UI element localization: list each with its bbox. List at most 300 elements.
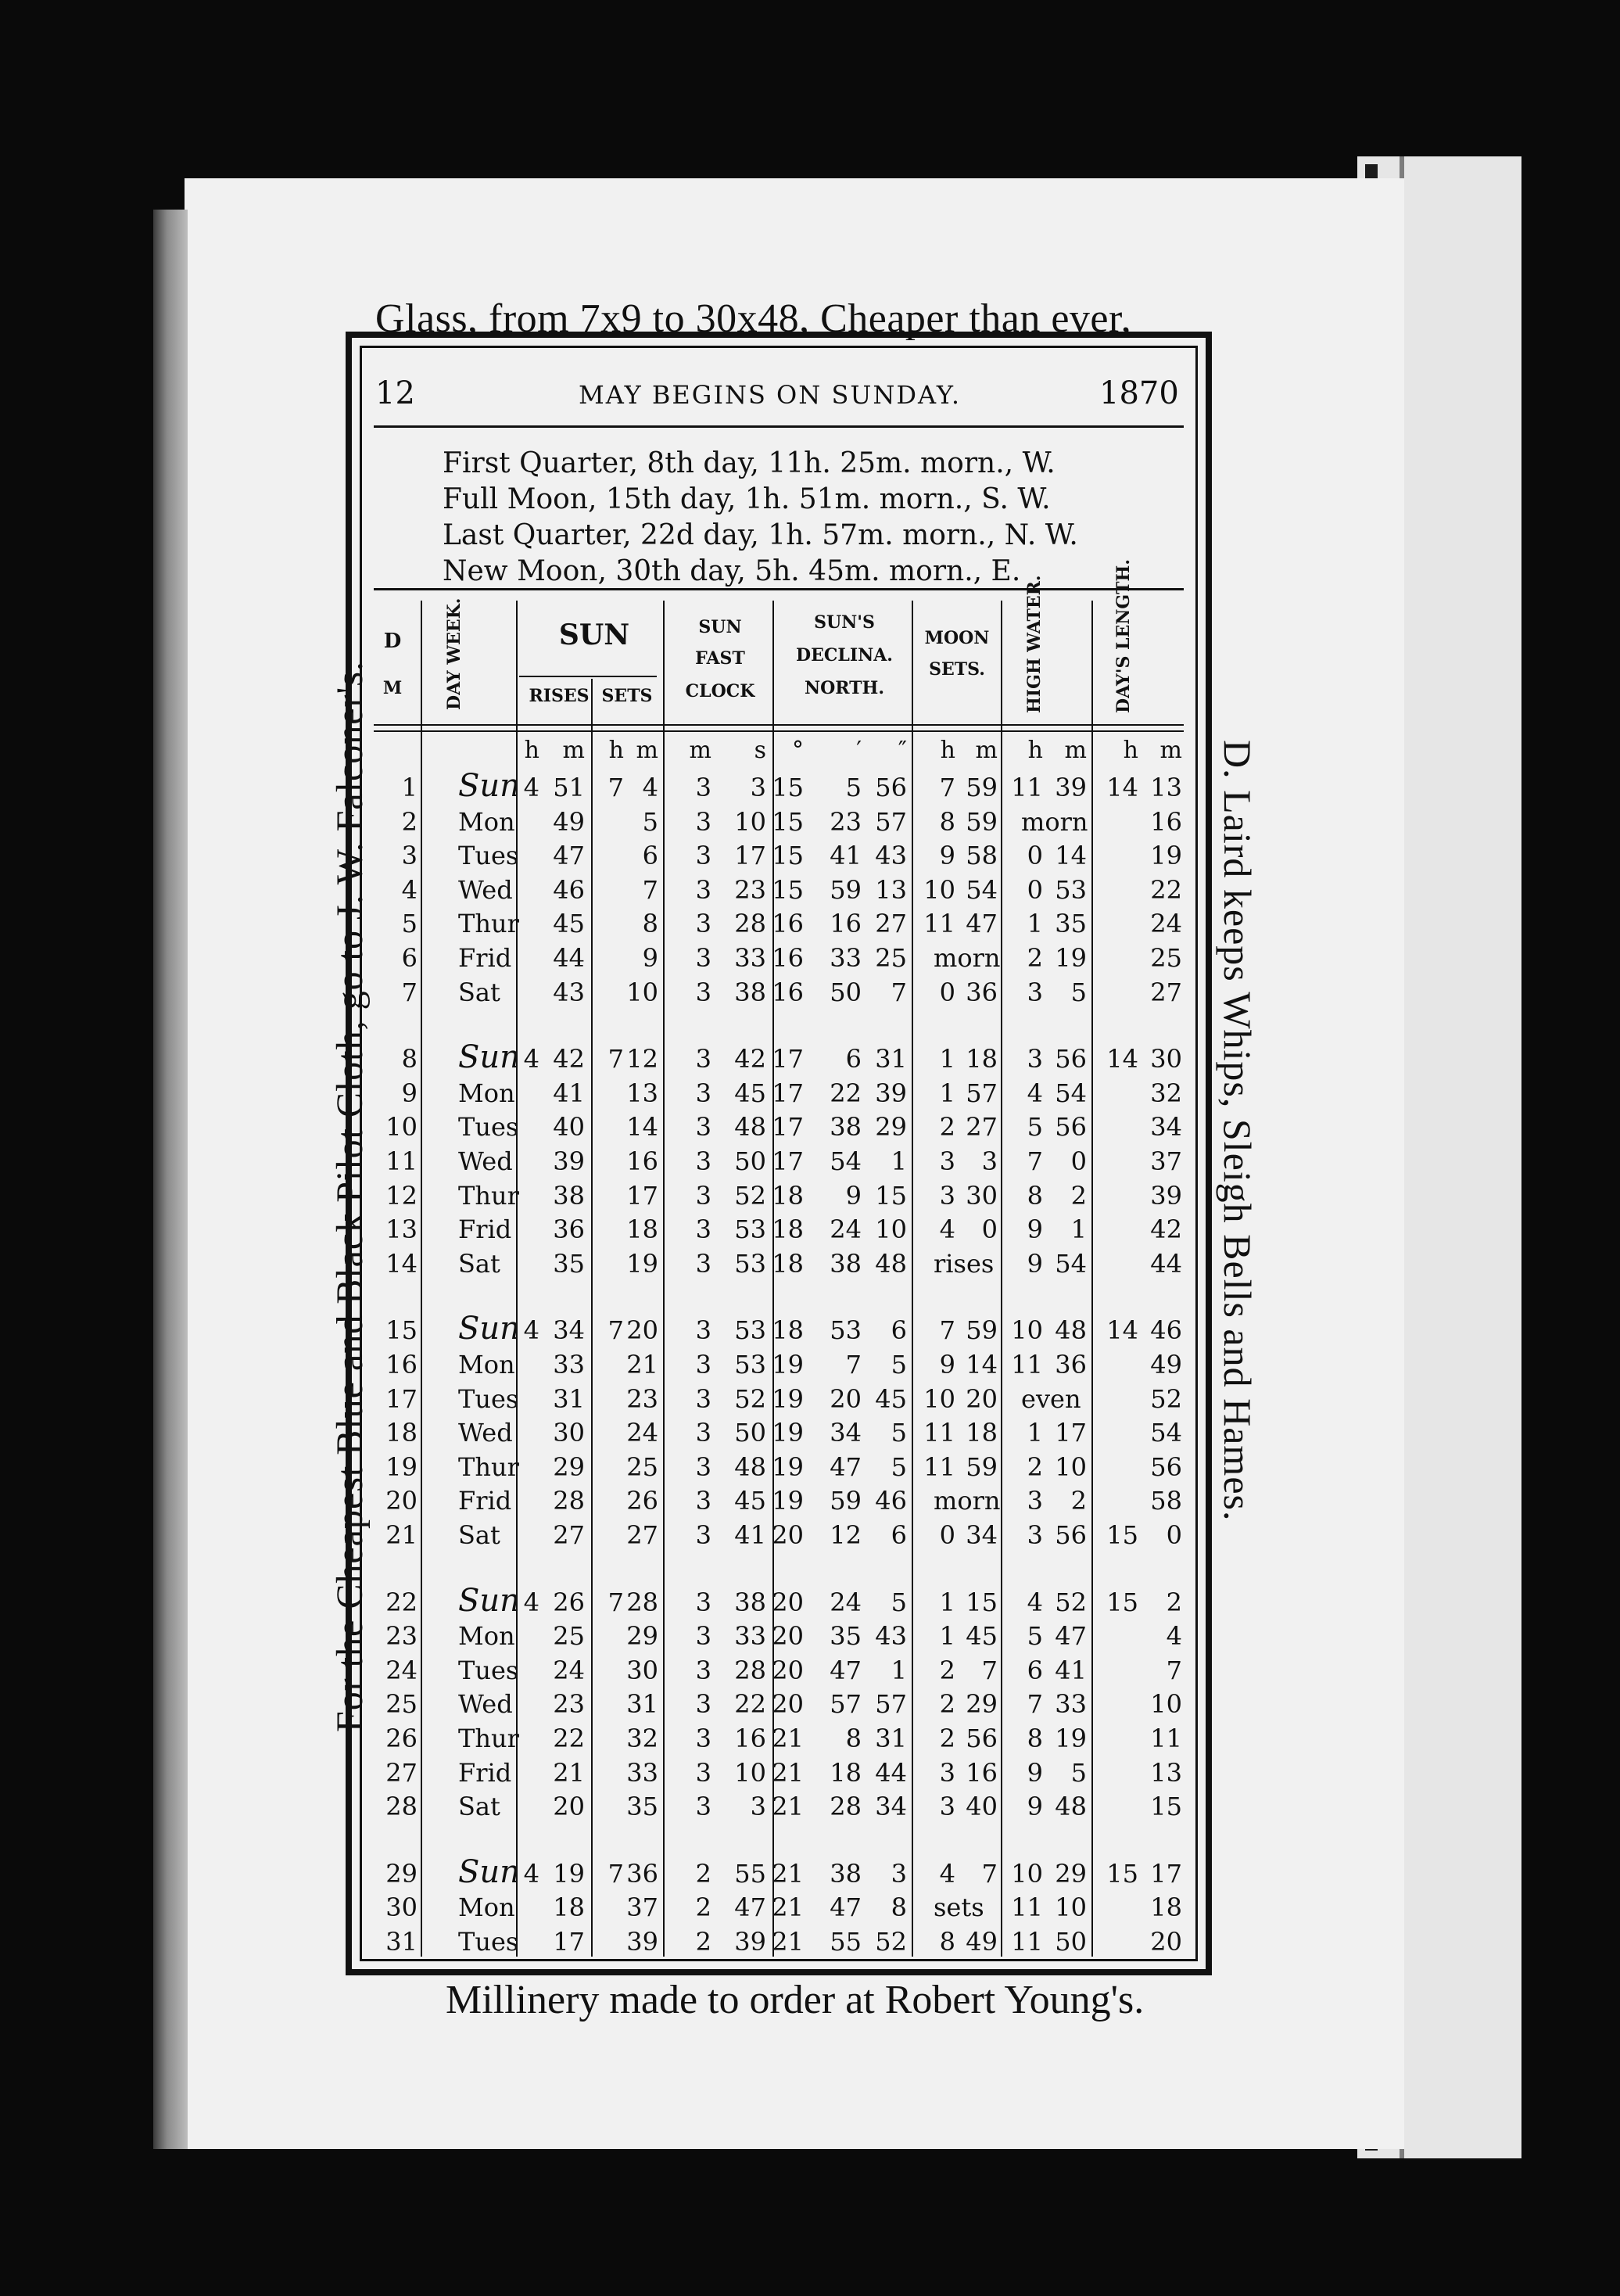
moon-sets-minute: 18 bbox=[966, 1418, 998, 1448]
moon-sets-minute: 58 bbox=[966, 841, 998, 871]
high-water-minute: 33 bbox=[1055, 1689, 1087, 1720]
unit-label: m bbox=[975, 737, 998, 764]
declination-seconds: 15 bbox=[875, 1180, 907, 1211]
sun-fast-seconds: 53 bbox=[734, 1350, 766, 1379]
declination-seconds: 10 bbox=[875, 1214, 907, 1245]
declination-seconds: 43 bbox=[875, 841, 907, 871]
day-length-minutes: 39 bbox=[1150, 1180, 1182, 1211]
moon-sets-hour: 3 bbox=[939, 1757, 955, 1788]
sun-fast-seconds: 53 bbox=[734, 1214, 766, 1245]
phase-full-moon: Full Moon, 15th day, 1h. 51m. morn., S. W. bbox=[443, 483, 1051, 515]
moon-sets-hour: 8 bbox=[939, 1927, 955, 1957]
declination-minutes: 47 bbox=[830, 1892, 862, 1923]
high-water-minute: 47 bbox=[1055, 1621, 1087, 1652]
declination-seconds: 31 bbox=[875, 1724, 907, 1753]
high-water-minute: 41 bbox=[1055, 1655, 1087, 1685]
header-days-length: DAY'S LENGTH. bbox=[1113, 559, 1134, 713]
sun-fast-minutes: 3 bbox=[695, 1587, 711, 1617]
high-water-minute: 52 bbox=[1055, 1587, 1087, 1617]
sun-fast-seconds: 10 bbox=[734, 806, 766, 837]
day-of-week: Tues bbox=[458, 1655, 519, 1685]
sun-fast-seconds: 38 bbox=[734, 1587, 766, 1617]
sun-sets-minute: 10 bbox=[626, 977, 658, 1007]
high-water-minute: 48 bbox=[1055, 1792, 1087, 1822]
moon-sets-hour: 2 bbox=[939, 1724, 955, 1753]
day-of-month: 15 bbox=[385, 1315, 418, 1346]
sun-fast-minutes: 2 bbox=[695, 1858, 711, 1889]
sun-fast-seconds: 48 bbox=[734, 1112, 766, 1143]
moon-sets-hour: 11 bbox=[923, 1418, 955, 1448]
moon-sets-minute: 47 bbox=[966, 909, 998, 939]
sun-rises-minute: 18 bbox=[553, 1892, 585, 1923]
header-moon-2: SETS. bbox=[929, 659, 985, 680]
high-water-text: even bbox=[1021, 1383, 1081, 1414]
declination-minutes: 47 bbox=[830, 1451, 862, 1482]
day-of-month: 2 bbox=[401, 806, 418, 837]
day-length-hours: 14 bbox=[1106, 1044, 1138, 1074]
sun-fast-minutes: 2 bbox=[695, 1927, 711, 1957]
declination-minutes: 54 bbox=[830, 1146, 862, 1176]
sun-sets-minute: 17 bbox=[626, 1180, 658, 1211]
unit-label: s bbox=[754, 737, 766, 764]
sun-fast-seconds: 52 bbox=[734, 1383, 766, 1414]
day-length-minutes: 2 bbox=[1166, 1587, 1182, 1617]
moon-sets-minute: 16 bbox=[966, 1757, 998, 1788]
day-of-month: 16 bbox=[385, 1350, 418, 1379]
sun-fast-seconds: 55 bbox=[734, 1858, 766, 1889]
header-fast-2: FAST bbox=[695, 648, 745, 669]
declination-seconds: 3 bbox=[891, 1858, 907, 1889]
sun-rises-minute: 51 bbox=[553, 773, 585, 802]
sun-sets-minute: 30 bbox=[626, 1655, 658, 1685]
day-length-minutes: 22 bbox=[1150, 874, 1182, 905]
high-water-minute: 17 bbox=[1055, 1418, 1087, 1448]
unit-label: h bbox=[940, 737, 955, 764]
sun-sets-minute: 32 bbox=[626, 1724, 658, 1753]
moon-sets-minute: 36 bbox=[966, 977, 998, 1007]
sun-fast-seconds: 47 bbox=[734, 1892, 766, 1923]
day-of-month: 1 bbox=[401, 773, 418, 802]
high-water-minute: 56 bbox=[1055, 1044, 1087, 1074]
declination-degrees: 16 bbox=[772, 909, 804, 939]
day-of-week: Sun bbox=[458, 1853, 520, 1890]
sun-fast-minutes: 3 bbox=[695, 806, 711, 837]
high-water-minute: 53 bbox=[1055, 874, 1087, 905]
declination-seconds: 45 bbox=[875, 1383, 907, 1414]
day-of-week: Mon bbox=[458, 1892, 515, 1923]
sun-fast-minutes: 3 bbox=[695, 977, 711, 1007]
sun-sets-minute: 13 bbox=[626, 1078, 658, 1108]
moon-sets-minute: 29 bbox=[966, 1689, 998, 1720]
moon-sets-hour: 1 bbox=[939, 1078, 955, 1108]
sun-fast-seconds: 28 bbox=[734, 1655, 766, 1685]
declination-degrees: 18 bbox=[772, 1180, 804, 1211]
sun-fast-minutes: 2 bbox=[695, 1892, 711, 1923]
moon-sets-text: morn bbox=[934, 943, 1001, 973]
sun-sets-hour: 7 bbox=[608, 1858, 624, 1889]
declination-degrees: 21 bbox=[772, 1858, 804, 1889]
sun-rises-minute: 34 bbox=[553, 1315, 585, 1346]
declination-degrees: 18 bbox=[772, 1214, 804, 1245]
day-of-week: Mon bbox=[458, 1078, 515, 1108]
sun-sets-minute: 28 bbox=[626, 1587, 658, 1617]
declination-degrees: 17 bbox=[772, 1044, 804, 1074]
declination-seconds: 13 bbox=[875, 874, 907, 905]
day-length-minutes: 27 bbox=[1150, 977, 1182, 1007]
sun-fast-minutes: 3 bbox=[695, 1724, 711, 1753]
moon-sets-hour: 8 bbox=[939, 806, 955, 837]
header-decl-1: SUN'S bbox=[814, 612, 875, 633]
unit-label: h bbox=[608, 737, 624, 764]
declination-degrees: 19 bbox=[772, 1418, 804, 1448]
sun-rises-minute: 35 bbox=[553, 1248, 585, 1279]
high-water-hour: 9 bbox=[1027, 1757, 1043, 1788]
declination-seconds: 44 bbox=[875, 1757, 907, 1788]
declination-minutes: 28 bbox=[830, 1792, 862, 1822]
high-water-hour: 11 bbox=[1011, 1927, 1043, 1957]
day-of-week: Sat bbox=[458, 1520, 500, 1550]
high-water-hour: 0 bbox=[1027, 874, 1043, 905]
day-of-month: 23 bbox=[385, 1621, 418, 1652]
header-sun: SUN bbox=[558, 619, 630, 651]
sun-fast-minutes: 3 bbox=[695, 1248, 711, 1279]
sun-sets-minute: 23 bbox=[626, 1383, 658, 1414]
high-water-hour: 3 bbox=[1027, 1044, 1043, 1074]
high-water-hour: 9 bbox=[1027, 1248, 1043, 1279]
high-water-minute: 1 bbox=[1070, 1214, 1087, 1245]
high-water-minute: 39 bbox=[1055, 773, 1087, 802]
declination-degrees: 15 bbox=[772, 841, 804, 871]
high-water-minute: 19 bbox=[1055, 1724, 1087, 1753]
sun-rises-minute: 25 bbox=[553, 1621, 585, 1652]
declination-minutes: 47 bbox=[830, 1655, 862, 1685]
moon-sets-minute: 59 bbox=[966, 1315, 998, 1346]
sun-fast-seconds: 33 bbox=[734, 943, 766, 973]
day-length-hours: 14 bbox=[1106, 773, 1138, 802]
day-of-week: Wed bbox=[458, 1689, 513, 1720]
sun-sets-minute: 8 bbox=[642, 909, 658, 939]
header-moon-1: MOON bbox=[924, 628, 990, 648]
day-of-week: Tues bbox=[458, 841, 519, 871]
declination-minutes: 6 bbox=[845, 1044, 862, 1074]
unit-label: m bbox=[689, 737, 711, 764]
high-water-hour: 8 bbox=[1027, 1180, 1043, 1211]
day-length-minutes: 42 bbox=[1150, 1214, 1182, 1245]
sun-sets-minute: 31 bbox=[626, 1689, 658, 1720]
sun-rises-minute: 26 bbox=[553, 1587, 585, 1617]
moon-sets-minute: 7 bbox=[981, 1655, 998, 1685]
sun-fast-minutes: 3 bbox=[695, 1451, 711, 1482]
declination-minutes: 38 bbox=[830, 1248, 862, 1279]
sun-fast-seconds: 17 bbox=[734, 841, 766, 871]
day-of-month: 25 bbox=[385, 1689, 418, 1720]
day-of-month: 27 bbox=[385, 1757, 418, 1788]
moon-sets-hour: 2 bbox=[939, 1112, 955, 1143]
moon-sets-hour: 1 bbox=[939, 1621, 955, 1652]
day-length-minutes: 49 bbox=[1150, 1350, 1182, 1379]
day-length-minutes: 54 bbox=[1150, 1418, 1182, 1448]
declination-seconds: 25 bbox=[875, 943, 907, 973]
moon-sets-minute: 15 bbox=[966, 1587, 998, 1617]
sun-rises-hour: 4 bbox=[523, 773, 539, 802]
unit-label: h bbox=[524, 737, 539, 764]
day-length-minutes: 16 bbox=[1150, 806, 1182, 837]
sun-sets-minute: 12 bbox=[626, 1044, 658, 1074]
sun-fast-seconds: 42 bbox=[734, 1044, 766, 1074]
sun-rises-minute: 46 bbox=[553, 874, 585, 905]
day-length-minutes: 15 bbox=[1150, 1792, 1182, 1822]
day-of-week: Sun bbox=[458, 1311, 520, 1347]
declination-degrees: 21 bbox=[772, 1927, 804, 1957]
declination-seconds: 57 bbox=[875, 806, 907, 837]
sun-sets-minute: 37 bbox=[626, 1892, 658, 1923]
month-title: MAY BEGINS ON SUNDAY. bbox=[579, 380, 961, 410]
high-water-minute: 2 bbox=[1070, 1180, 1087, 1211]
sun-rule bbox=[519, 676, 657, 677]
declination-seconds: 31 bbox=[875, 1044, 907, 1074]
declination-minutes: 8 bbox=[845, 1724, 862, 1753]
moon-sets-hour: 3 bbox=[939, 1180, 955, 1211]
sun-fast-seconds: 52 bbox=[734, 1180, 766, 1211]
declination-seconds: 1 bbox=[891, 1146, 907, 1176]
day-length-hours: 15 bbox=[1106, 1587, 1138, 1617]
sun-fast-minutes: 3 bbox=[695, 909, 711, 939]
high-water-minute: 29 bbox=[1055, 1858, 1087, 1889]
moon-sets-minute: 59 bbox=[966, 806, 998, 837]
sun-fast-minutes: 3 bbox=[695, 1689, 711, 1720]
declination-degrees: 21 bbox=[772, 1892, 804, 1923]
declination-degrees: 17 bbox=[772, 1112, 804, 1143]
day-of-month: 12 bbox=[385, 1180, 418, 1211]
day-of-week: Mon bbox=[458, 806, 515, 837]
sun-sets-minute: 21 bbox=[626, 1350, 658, 1379]
declination-seconds: 57 bbox=[875, 1689, 907, 1720]
sun-fast-minutes: 3 bbox=[695, 1621, 711, 1652]
sun-fast-minutes: 3 bbox=[695, 874, 711, 905]
high-water-minute: 48 bbox=[1055, 1315, 1087, 1346]
declination-degrees: 16 bbox=[772, 977, 804, 1007]
sun-rises-hour: 4 bbox=[523, 1858, 539, 1889]
high-water-hour: 9 bbox=[1027, 1214, 1043, 1245]
day-of-month: 24 bbox=[385, 1655, 418, 1685]
day-length-minutes: 0 bbox=[1166, 1520, 1182, 1550]
high-water-minute: 14 bbox=[1055, 841, 1087, 871]
declination-degrees: 19 bbox=[772, 1383, 804, 1414]
page-number: 12 bbox=[375, 375, 415, 411]
bottom-advertisement: Millinery made to order at Robert Young's. bbox=[446, 1978, 1145, 2022]
declination-minutes: 34 bbox=[830, 1418, 862, 1448]
high-water-hour: 7 bbox=[1027, 1146, 1043, 1176]
declination-degrees: 15 bbox=[772, 773, 804, 802]
sun-fast-seconds: 53 bbox=[734, 1248, 766, 1279]
declination-seconds: 52 bbox=[875, 1927, 907, 1957]
high-water-minute: 35 bbox=[1055, 909, 1087, 939]
day-of-month: 30 bbox=[385, 1892, 418, 1923]
declination-minutes: 53 bbox=[830, 1315, 862, 1346]
day-of-week: Wed bbox=[458, 874, 513, 905]
day-of-week: Tues bbox=[458, 1927, 519, 1957]
sun-rises-minute: 33 bbox=[553, 1350, 585, 1379]
sun-fast-minutes: 3 bbox=[695, 1214, 711, 1245]
day-of-week: Wed bbox=[458, 1418, 513, 1448]
high-water-minute: 36 bbox=[1055, 1350, 1087, 1379]
header-sets: SETS bbox=[601, 686, 653, 706]
unit-label: m bbox=[636, 737, 658, 764]
sun-rises-minute: 29 bbox=[553, 1451, 585, 1482]
moon-sets-minute: 7 bbox=[981, 1858, 998, 1889]
sun-rises-minute: 45 bbox=[553, 909, 585, 939]
header-day-week: DAY WEEK. bbox=[444, 597, 464, 710]
sun-fast-seconds: 41 bbox=[734, 1520, 766, 1550]
declination-minutes: 33 bbox=[830, 943, 862, 973]
declination-minutes: 9 bbox=[845, 1180, 862, 1211]
sun-rises-minute: 49 bbox=[553, 806, 585, 837]
moon-phases bbox=[443, 446, 1078, 590]
sun-fast-seconds: 3 bbox=[750, 773, 766, 802]
moon-sets-hour: 3 bbox=[939, 1792, 955, 1822]
moon-sets-minute: 34 bbox=[966, 1520, 998, 1550]
day-of-month: 22 bbox=[385, 1587, 418, 1617]
sun-fast-minutes: 3 bbox=[695, 1112, 711, 1143]
day-of-month: 14 bbox=[385, 1248, 418, 1279]
declination-degrees: 20 bbox=[772, 1689, 804, 1720]
sun-sets-minute: 18 bbox=[626, 1214, 658, 1245]
high-water-hour: 11 bbox=[1011, 1350, 1043, 1379]
sun-fast-seconds: 33 bbox=[734, 1621, 766, 1652]
phase-first-quarter: First Quarter, 8th day, 11h. 25m. morn., W. bbox=[443, 447, 1056, 479]
declination-minutes: 7 bbox=[845, 1350, 862, 1379]
sun-rises-minute: 39 bbox=[553, 1146, 585, 1176]
moon-sets-minute: 30 bbox=[966, 1180, 998, 1211]
moon-sets-text: morn bbox=[934, 1486, 1001, 1516]
day-length-minutes: 44 bbox=[1150, 1248, 1182, 1279]
sun-sets-minute: 6 bbox=[642, 841, 658, 871]
moon-sets-minute: 20 bbox=[966, 1383, 998, 1414]
declination-minutes: 38 bbox=[830, 1112, 862, 1143]
moon-sets-text: rises bbox=[934, 1248, 995, 1279]
sun-rises-minute: 31 bbox=[553, 1383, 585, 1414]
high-water-hour: 10 bbox=[1011, 1315, 1043, 1346]
declination-seconds: 5 bbox=[891, 1350, 907, 1379]
right-advertisement: D. Laird keeps Whips, Sleigh Bells and Hames. bbox=[1216, 740, 1260, 1522]
day-of-week: Mon bbox=[458, 1621, 515, 1652]
sun-fast-seconds: 50 bbox=[734, 1146, 766, 1176]
moon-sets-minute: 27 bbox=[966, 1112, 998, 1143]
declination-degrees: 18 bbox=[772, 1315, 804, 1346]
day-of-week: Frid bbox=[458, 1214, 512, 1245]
divider-d bbox=[421, 601, 422, 1957]
declination-minutes: 22 bbox=[830, 1078, 862, 1108]
page-binding-shadow bbox=[153, 210, 188, 2149]
unit-label: ″ bbox=[898, 737, 907, 764]
unit-label: ° bbox=[792, 737, 804, 764]
declination-minutes: 41 bbox=[830, 841, 862, 871]
sun-fast-minutes: 3 bbox=[695, 1146, 711, 1176]
high-water-hour: 1 bbox=[1027, 909, 1043, 939]
high-water-hour: 8 bbox=[1027, 1724, 1043, 1753]
day-of-month: 9 bbox=[401, 1078, 418, 1108]
moon-sets-hour: 9 bbox=[939, 841, 955, 871]
declination-seconds: 27 bbox=[875, 909, 907, 939]
declination-degrees: 17 bbox=[772, 1146, 804, 1176]
sun-rises-minute: 28 bbox=[553, 1486, 585, 1516]
sun-sets-hour: 7 bbox=[608, 1587, 624, 1617]
sun-fast-minutes: 3 bbox=[695, 1792, 711, 1822]
divider-water bbox=[1091, 601, 1093, 1957]
moon-sets-minute: 0 bbox=[981, 1214, 998, 1245]
phase-new-moon: New Moon, 30th day, 5h. 45m. morn., E. bbox=[443, 555, 1021, 587]
day-of-month: 18 bbox=[385, 1418, 418, 1448]
sun-rises-hour: 4 bbox=[523, 1587, 539, 1617]
day-of-month: 17 bbox=[385, 1383, 418, 1414]
day-of-week: Mon bbox=[458, 1350, 515, 1379]
sun-sets-hour: 7 bbox=[608, 1315, 624, 1346]
day-of-week: Tues bbox=[458, 1112, 519, 1143]
declination-seconds: 5 bbox=[891, 1418, 907, 1448]
sun-sets-minute: 24 bbox=[626, 1418, 658, 1448]
declination-degrees: 20 bbox=[772, 1621, 804, 1652]
sun-sets-minute: 29 bbox=[626, 1621, 658, 1652]
sun-rises-minute: 20 bbox=[553, 1792, 585, 1822]
declination-minutes: 12 bbox=[830, 1520, 862, 1550]
header-m: M bbox=[382, 678, 403, 698]
sun-fast-minutes: 3 bbox=[695, 1315, 711, 1346]
sun-sets-minute: 14 bbox=[626, 1112, 658, 1143]
day-of-month: 26 bbox=[385, 1724, 418, 1753]
sun-rises-minute: 42 bbox=[553, 1044, 585, 1074]
unit-label: h bbox=[1123, 737, 1138, 764]
moon-sets-minute: 14 bbox=[966, 1350, 998, 1379]
sun-sets-minute: 19 bbox=[626, 1248, 658, 1279]
day-of-week: Thur bbox=[458, 1451, 519, 1482]
moon-sets-hour: 2 bbox=[939, 1655, 955, 1685]
declination-minutes: 59 bbox=[830, 874, 862, 905]
sun-sets-minute: 7 bbox=[642, 874, 658, 905]
declination-seconds: 6 bbox=[891, 1315, 907, 1346]
day-length-minutes: 17 bbox=[1150, 1858, 1182, 1889]
day-of-week: Sat bbox=[458, 977, 500, 1007]
day-length-hours: 15 bbox=[1106, 1520, 1138, 1550]
high-water-minute: 19 bbox=[1055, 943, 1087, 973]
day-of-week: Thur bbox=[458, 1180, 519, 1211]
day-of-month: 28 bbox=[385, 1792, 418, 1822]
high-water-hour: 11 bbox=[1011, 773, 1043, 802]
declination-seconds: 39 bbox=[875, 1078, 907, 1108]
sun-fast-seconds: 22 bbox=[734, 1689, 766, 1720]
moon-sets-minute: 57 bbox=[966, 1078, 998, 1108]
moon-sets-hour: 1 bbox=[939, 1587, 955, 1617]
day-length-minutes: 13 bbox=[1150, 1757, 1182, 1788]
declination-minutes: 16 bbox=[830, 909, 862, 939]
day-of-week: Thur bbox=[458, 909, 519, 939]
day-length-minutes: 11 bbox=[1150, 1724, 1182, 1753]
declination-degrees: 15 bbox=[772, 806, 804, 837]
header-bottom-rule bbox=[374, 724, 1184, 726]
sun-sets-minute: 4 bbox=[642, 773, 658, 802]
day-of-week: Sat bbox=[458, 1792, 500, 1822]
sun-fast-seconds: 50 bbox=[734, 1418, 766, 1448]
moon-sets-hour: 2 bbox=[939, 1689, 955, 1720]
high-water-minute: 56 bbox=[1055, 1520, 1087, 1550]
moon-sets-minute: 40 bbox=[966, 1792, 998, 1822]
header-bottom-rule-2 bbox=[374, 730, 1184, 732]
day-length-minutes: 32 bbox=[1150, 1078, 1182, 1108]
sun-sets-minute: 36 bbox=[626, 1858, 658, 1889]
day-of-month: 29 bbox=[385, 1858, 418, 1889]
declination-minutes: 55 bbox=[830, 1927, 862, 1957]
sun-sets-minute: 39 bbox=[626, 1927, 658, 1957]
declination-degrees: 17 bbox=[772, 1078, 804, 1108]
